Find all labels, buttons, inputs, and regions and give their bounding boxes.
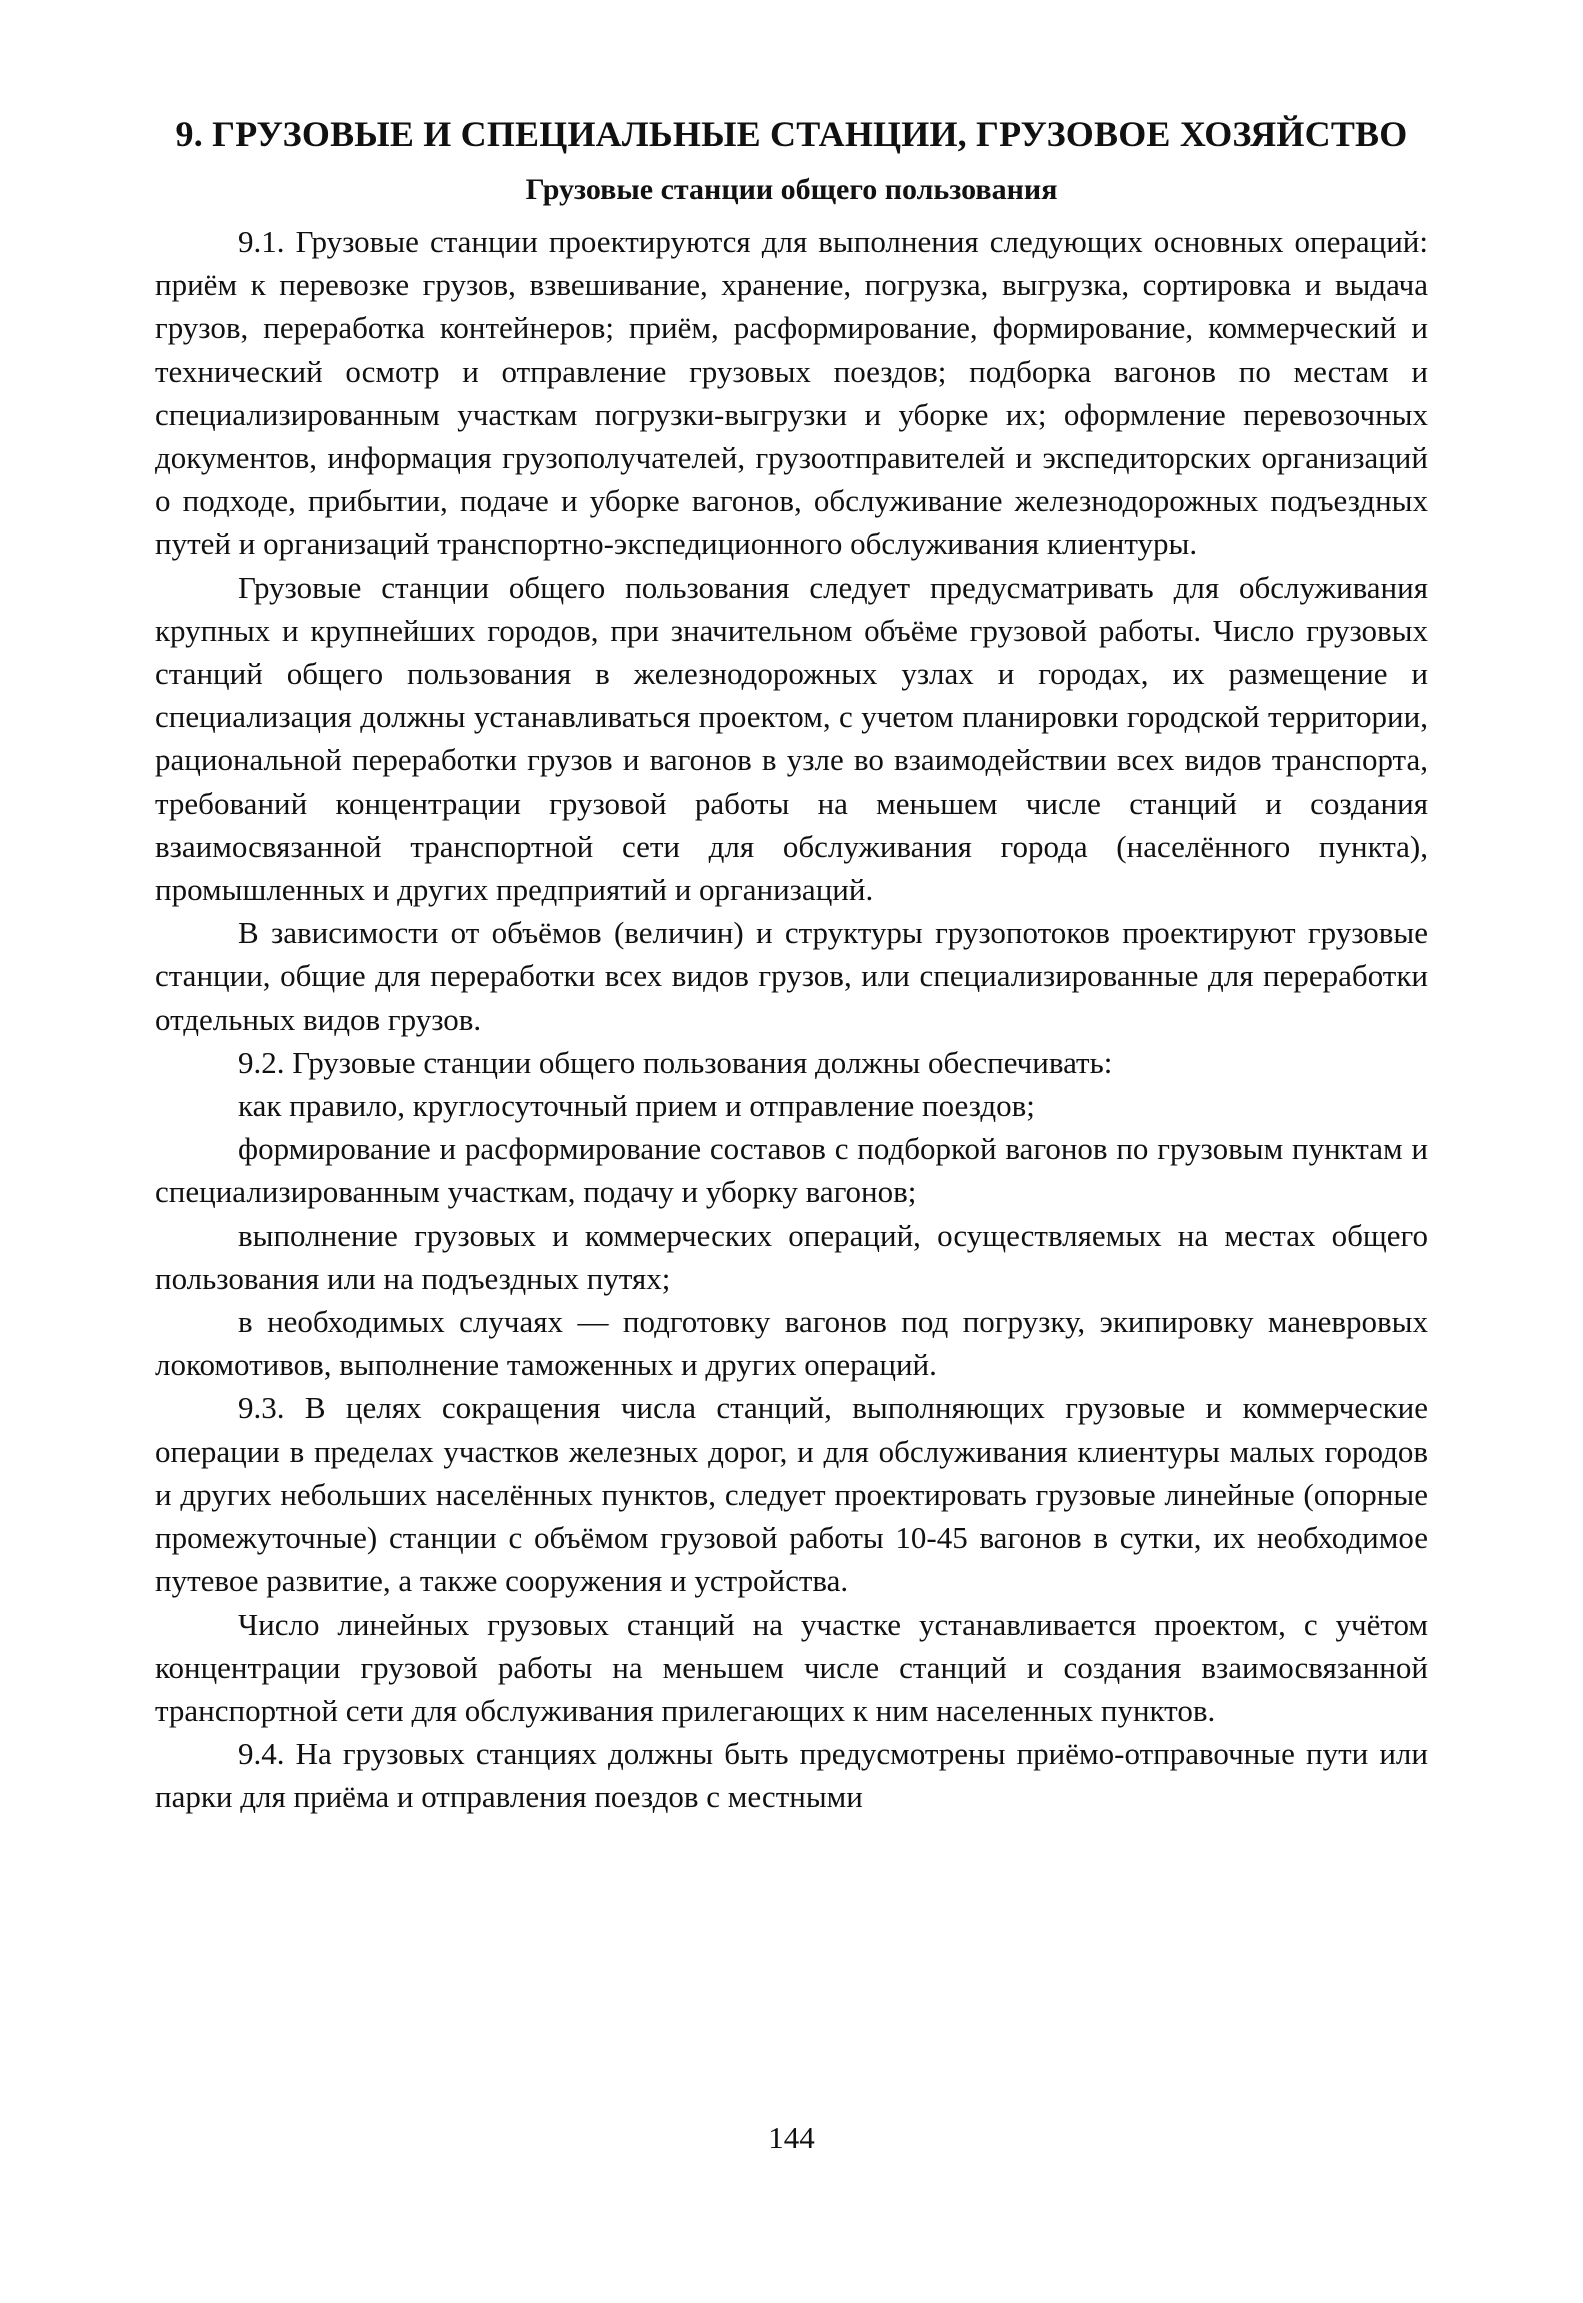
page-number: 144 [768,2120,815,2155]
chapter-title: 9. ГРУЗОВЫЕ И СПЕЦИАЛЬНЫЕ СТАНЦИИ, ГРУЗОВОЕ ХОЗЯЙСТВО [175,114,1408,154]
paragraph-linear-stations: Число линейных грузовых станций на участке устанавливается проектом, с учётом концентрации грузовой работы на меньшем числе станций и создания взаимосвязанной транспортной сети для обслуживания прилегающих к ним населенных пунктов. [155,1606,1428,1728]
document-page [155,112,1428,1819]
paragraph-general-use-stations: Грузовые станции общего пользования следует предусматривать для обслуживания крупных и крупнейших городов, при значительном объёме грузовой работы. Число грузовых станций общего пользования в железнодорожных узлах и городах, их размещение и специализация должны устанавливаться проектом, с учетом планировки городской территории, рациональной переработки грузов и вагонов в узле во взаимодействии всех видов транспорта, требований концентрации грузовой работы на меньшем числе станций и создания взаимосвязанной транспортной сети для обслуживания города (населённого пункта), промышленных и других предприятий и организаций. [155,569,1428,908]
paragraph-9-3: 9.3. В целях сокращения числа станций, выполняющих грузовые и коммерческие операции в пределах участков железных дорог, и для обслуживания клиентуры малых городов и других небольших населённых пунктов, следует проектировать грузовые линейные (опорные промежуточные) станции с объёмом грузовой работы 10-45 вагонов в сутки, их необходимое путевое развитие, а также сооружения и устройства. [155,1390,1428,1599]
list-item-round-the-clock: как правило, круглосуточный прием и отправление поездов; [238,1088,1035,1124]
paragraph-9-2: 9.2. Грузовые станции общего пользования должны обеспечивать: [238,1044,1113,1080]
paragraph-9-4: 9.4. На грузовых станциях должны быть предусмотрены приёмо-отправочные пути или парки для приёма и отправления поездов с местными [155,1736,1428,1815]
body-text [155,220,1428,1819]
list-item-preparation: в необходимых случаях — подготовку вагонов под погрузку, экипировку маневровых локомотивов, выполнение таможенных и других операций. [155,1304,1428,1383]
paragraph-cargo-flow-dependence: В зависимости от объёмов (величин) и структуры грузопотоков проектируют грузовые станции, общие для переработки всех видов грузов, или специализированные для переработки отдельных видов грузов. [155,915,1428,1037]
paragraph-9-1: 9.1. Грузовые станции проектируются для выполнения следующих основных операций: приём к перевозке грузов, взвешивание, хранение, погрузка, выгрузка, сортировка и выдача грузов, переработка контейнеров; приём, расформирование, формирование, коммерческий и технический осмотр и отправление грузовых поездов; подборка вагонов по местам и специализированным участкам погрузки-выгрузки и уборке их; оформление перевозочных документов, информация грузополучателей, грузоотправителей и экспедиторских организаций о подходе, прибытии, подаче и уборке вагонов, обслуживание железнодорожных подъездных путей и организаций транспортно-экспедиционного обслуживания клиентуры. [155,224,1428,562]
section-title: Грузовые станции общего пользования [525,173,1058,206]
list-item-operations: выполнение грузовых и коммерческих операций, осуществляемых на местах общего пользования или на подъездных путях; [155,1217,1428,1296]
list-item-formation: формирование и расформирование составов с подборкой вагонов по грузовым пунктам и специализированным участкам, подачу и уборку вагонов; [155,1131,1428,1210]
